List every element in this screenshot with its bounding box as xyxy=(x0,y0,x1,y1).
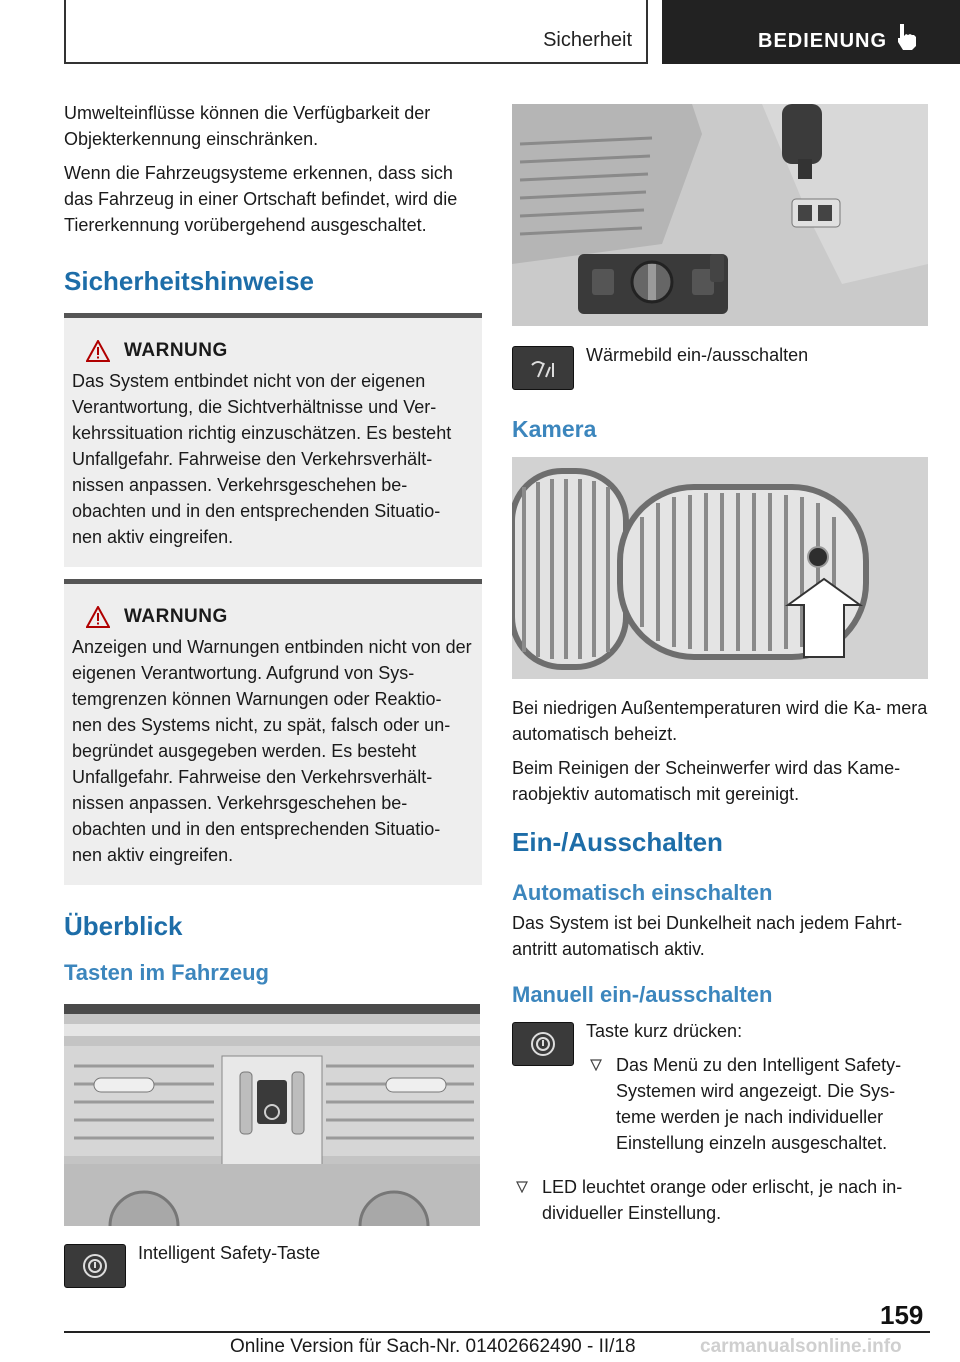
warning-title-1: WARNUNG xyxy=(124,340,228,361)
intelligent-safety-button-icon xyxy=(64,1244,126,1288)
header-section-title: Sicherheit xyxy=(543,29,632,51)
manual-instruction: Taste kurz drücken: xyxy=(586,1021,743,1041)
cockpit-light-switch-photo xyxy=(512,104,928,326)
heading-camera: Kamera xyxy=(512,416,597,442)
manual-list-1 xyxy=(586,1052,930,1156)
warning-triangle-icon xyxy=(86,606,110,628)
header-chapter-tab xyxy=(662,0,960,64)
header-section-tab xyxy=(64,0,648,64)
dashboard-buttons-photo xyxy=(64,1004,480,1226)
page-number: 159 xyxy=(880,1300,924,1330)
list-item xyxy=(512,1174,930,1226)
bullet-text-2: LED leuchtet orange oder erlischt, je nach in- dividueller Einstellung. xyxy=(542,1177,903,1223)
heading-on-off: Ein-/Ausschalten xyxy=(512,827,723,857)
heading-buttons-in-vehicle: Tasten im Fahrzeug xyxy=(64,960,269,985)
watermark: carmanualsonline.info xyxy=(700,1336,902,1357)
manual-list-2 xyxy=(512,1174,930,1226)
warning-box-2 xyxy=(64,579,482,885)
intelligent-safety-button-icon xyxy=(512,1022,574,1066)
camera-paragraph-2: Beim Reinigen der Scheinwerfer wird das Kame- raobjektiv automatisch mit gereinigt. xyxy=(512,758,901,804)
warning-box-1 xyxy=(64,313,482,567)
camera-paragraph-1: Bei niedrigen Außentemperaturen wird die Ka- mera automatisch beheizt. xyxy=(512,698,928,744)
caption-intelligent-safety: Intelligent Safety-Taste xyxy=(138,1243,321,1263)
kidney-grille-camera-photo xyxy=(512,457,928,679)
footer-online-version: Online Version für Sach-Nr. 01402662490 - II/18 xyxy=(230,1336,636,1357)
intro-paragraph-1: Umwelteinflüsse können die Verfügbarkeit der Objekterkennung einschränken. xyxy=(64,103,431,149)
left-column xyxy=(64,100,482,1288)
heading-overview: Überblick xyxy=(64,911,183,941)
header-chapter-title: BEDIENUNG xyxy=(758,30,888,52)
thermal-image-button-icon xyxy=(512,346,574,390)
triangle-bullet-icon xyxy=(516,1181,528,1193)
triangle-bullet-icon xyxy=(590,1059,602,1071)
heading-auto-on: Automatisch einschalten xyxy=(512,880,773,905)
bullet-text-1: Das Menü zu den Intelligent Safety- Systemen wird angezeigt. Die Sys- teme werden je nach individueller Einstellung einzeln ausgeschaltet. xyxy=(616,1055,902,1153)
intro-paragraph-2: Wenn die Fahrzeugsysteme erkennen, dass sich das Fahrzeug in einer Ortschaft befindet, wird die Tiererkennung vorübergehend ausgeschaltet. xyxy=(64,163,458,235)
auto-on-text: Das System ist bei Dunkelheit nach jedem Fahrt- antritt automatisch aktiv. xyxy=(512,913,903,959)
warning-title-2: WARNUNG xyxy=(124,606,228,627)
right-column xyxy=(512,100,930,1236)
heading-safety-notes: Sicherheitshinweise xyxy=(64,266,314,296)
warning-text-2: Anzeigen und Warnungen entbinden nicht von der eigenen Verantwortung. Aufgrund von Sys- temgrenzen können Warnungen oder Reaktio- nen des Systems nicht, zu spät, falsch oder un- begründet ausgegeben werden. Es besteht Unfallgefahr. Fahrweise den Verkehrsverhält- nissen anpassen. Verkehrsgeschehen be- obachten und in den entsprechenden Situatio- nen aktiv eingreifen. xyxy=(72,637,472,865)
hand-pointer-icon xyxy=(894,22,920,52)
footer-divider xyxy=(64,1331,930,1333)
warning-triangle-icon xyxy=(86,340,110,362)
list-item xyxy=(586,1052,930,1156)
caption-thermal-image: Wärmebild ein-/ausschalten xyxy=(586,345,809,365)
warning-text-1: Das System entbindet nicht von der eigenen Verantwortung, die Sichtverhältnisse und Ver- kehrssituation richtig einzuschätzen. Es besteht Unfallgefahr. Fahrweise den Verkehrsverhält- nissen anpassen. Verkehrsgeschehen be- obachten und in den entsprechenden Situatio- nen aktiv eingreifen. xyxy=(72,371,452,547)
heading-manual-on-off: Manuell ein-/ausschalten xyxy=(512,982,773,1007)
